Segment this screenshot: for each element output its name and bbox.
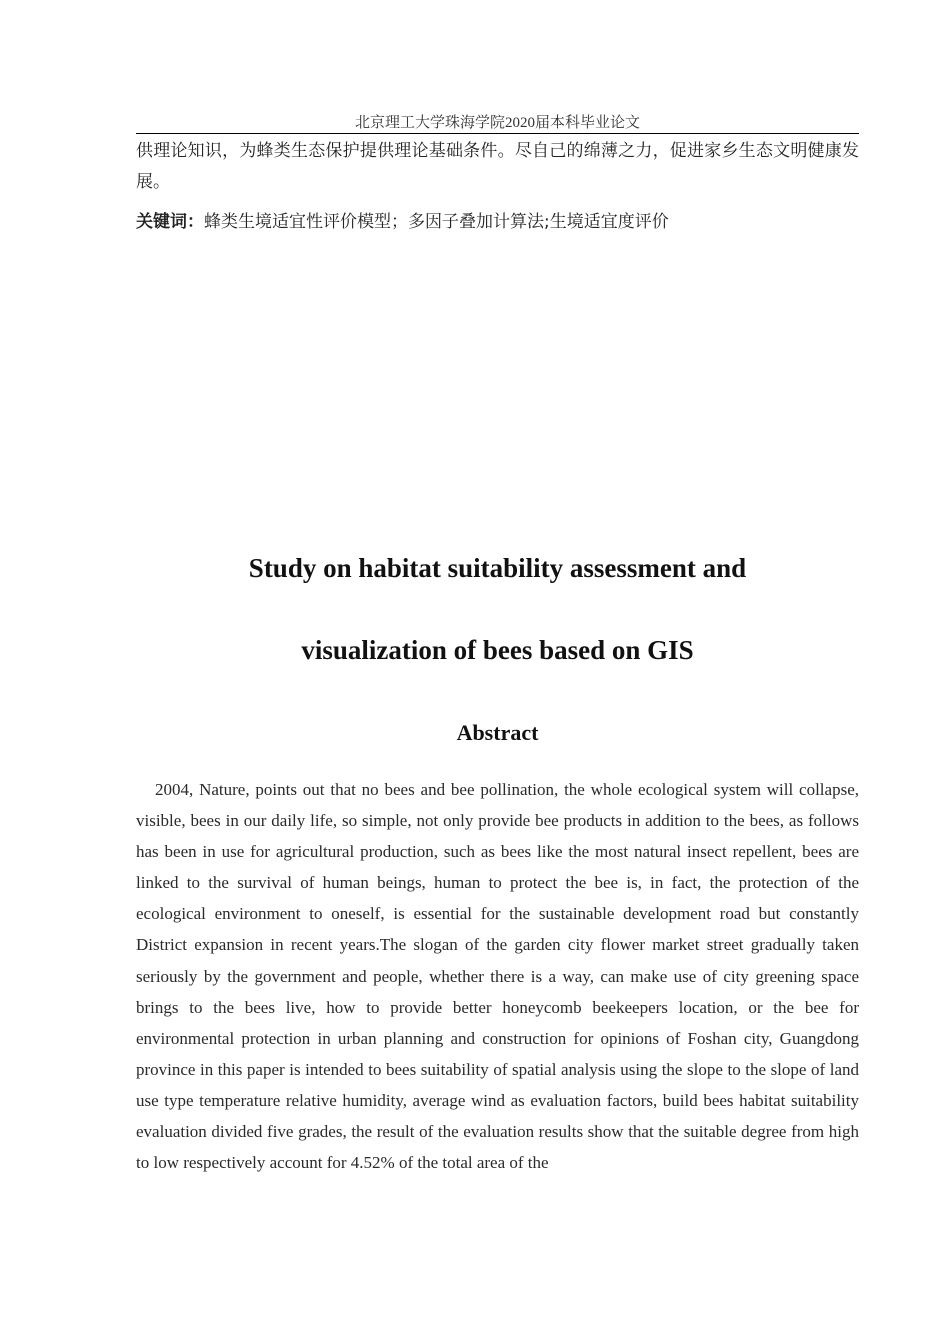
keywords-value: 蜂类生境适宜性评价模型；多因子叠加计算法;生境适宜度评价 [204,212,669,232]
english-title-line-2: visualization of bees based on GIS [301,635,694,665]
chinese-abstract-paragraph: 供理论知识，为蜂类生态保护提供理论基础条件。尽自己的绵薄之力，促进家乡生态文明健康发展。 [136,141,859,192]
keywords-line [136,208,859,236]
abstract-heading: Abstract [456,720,539,745]
keywords-label: 关键词： [136,212,204,232]
page-header: 北京理工大学珠海学院2020届本科毕业论文 [136,113,859,134]
english-title-line-1: Study on habitat suitability assessment and [248,553,747,583]
abstract-paragraph: 2004, Nature, points out that no bees and bee pollination, the whole ecological system will collapse, visible, bees in our daily life, so simple, not only provide bee products in addition to the bees, as follows has been in use for agricultural production, such as bees like the most natural insect repellent, bees are linked to the survival of human beings, human to protect the bee is, in fact, the protection of the ecological environment to oneself, is essential for the sustainable development road but constantly District expansion in recent years.The slogan of the garden city flower market street gradually taken seriously by the government and people, whether there is a way, can make use of city greening space brings to the bees live, how to provide better honeycomb beekeepers location, or the bee for environmental protection in urban planning and construction for opinions of Foshan city, Guangdong province in this paper is intended to bees suitability of spatial analysis using the slope to the slope of land use type temperature relative humidity, average wind as evaluation factors, build bees habitat suitability evaluation divided five grades, the result of the evaluation results show that the suitable degree from high to low respectively account for 4.52% of the total area of the [136,780,859,1173]
